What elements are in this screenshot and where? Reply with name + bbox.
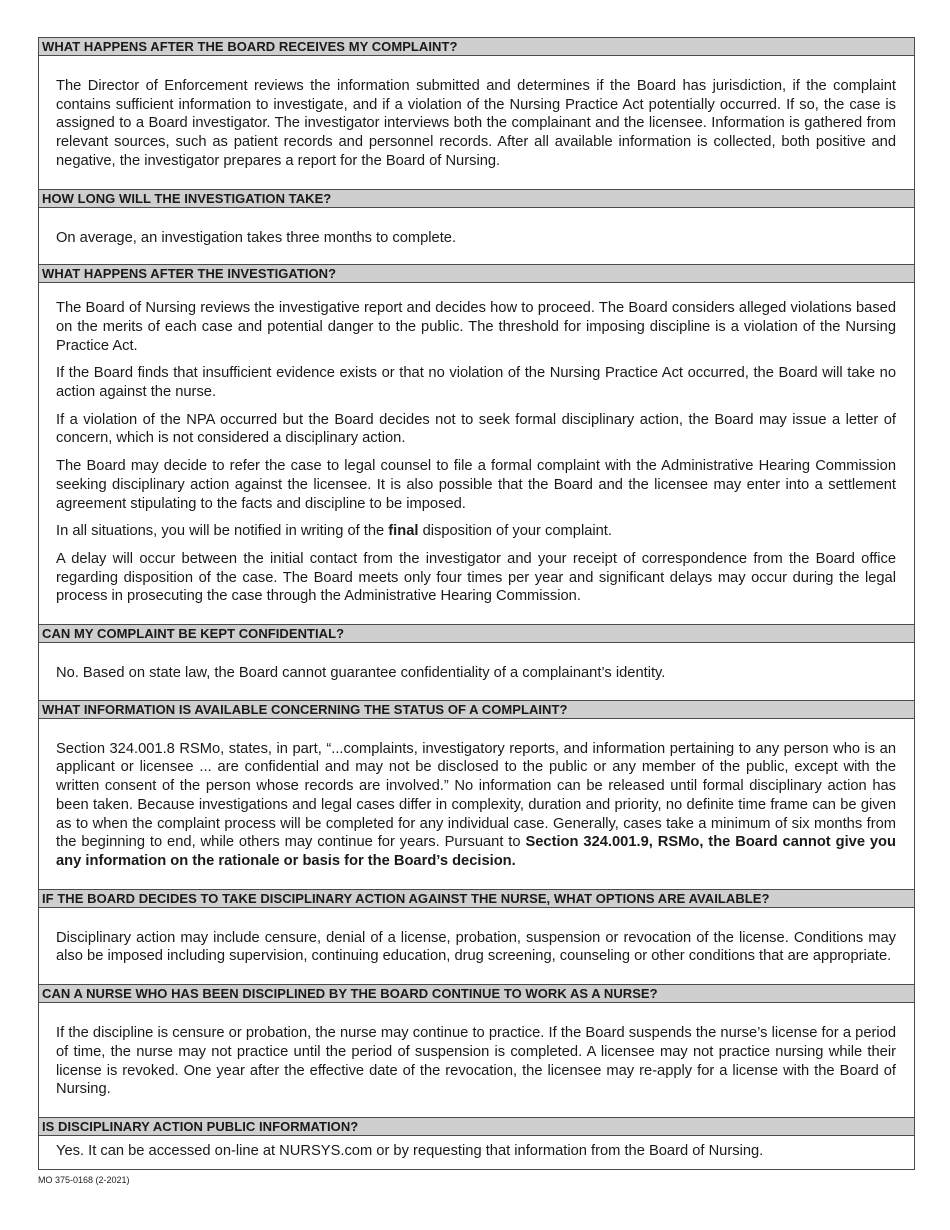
paragraph: The Director of Enforcement reviews the information submitted and determines if the Board has jurisdiction, if the complaint contains sufficient information to investigate, and if a violation of the Nursing Practice Act potentially occurred. If so, the case is assigned to a Board investigator. The investigator interviews both the complainant and the licensee. Information is gathered from relevant sources, such as patient records and personnel records. After all available information is collected, both positive and negative, the investigator prepares a report for the Board of Nursing. xyxy=(56,78,896,169)
paragraph: No. Based on state law, the Board cannot guarantee confidentiality of a complainant’s identity. xyxy=(56,665,666,682)
paragraph: On average, an investigation takes three months to complete. xyxy=(56,229,457,246)
form-number: MO 375-0168 (2-2021) xyxy=(38,1175,130,1185)
section-heading: WHAT INFORMATION IS AVAILABLE CONCERNING THE STATUS OF A COMPLAINT? xyxy=(39,700,914,719)
section-heading: CAN MY COMPLAINT BE KEPT CONFIDENTIAL? xyxy=(39,624,914,643)
section-body xyxy=(39,283,914,624)
notify-text-bold: final xyxy=(388,523,419,540)
status-text-bold: Section 324.001.9, RSMo, the Board cannot give you any information on the rationale or basis for the Board’s decision. xyxy=(56,834,896,869)
section-heading: IF THE BOARD DECIDES TO TAKE DISCIPLINARY ACTION AGAINST THE NURSE, WHAT OPTIONS ARE AVAILABLE? xyxy=(39,889,914,908)
notify-text-before: In all situations, you will be notified in writing of the xyxy=(56,523,389,540)
paragraph: If a violation of the NPA occurred but the Board decides not to seek formal disciplinary action, the Board may issue a letter of concern, which is not considered a disciplinary action. xyxy=(56,411,896,447)
notify-text-after: disposition of your complaint. xyxy=(418,523,612,540)
section-heading: CAN A NURSE WHO HAS BEEN DISCIPLINED BY THE BOARD CONTINUE TO WORK AS A NURSE? xyxy=(39,984,914,1003)
paragraph xyxy=(56,740,896,871)
section-body xyxy=(39,1003,914,1117)
section-heading: IS DISCIPLINARY ACTION PUBLIC INFORMATION? xyxy=(39,1117,914,1136)
paragraph: The Board of Nursing reviews the investigative report and decides how to proceed. The Board considers alleged violations based on the merits of each case and potential danger to the public. The threshold for imposing discipline is a violation of the Nursing Practice Act. xyxy=(56,300,896,354)
paragraph: A delay will occur between the initial contact from the investigator and your receipt of correspondence from the Board office regarding disposition of the case. The Board meets only four times per year and significant delays may occur during the legal process in prosecuting the case through the Administrative Hearing Commission. xyxy=(56,550,896,605)
section-heading: HOW LONG WILL THE INVESTIGATION TAKE? xyxy=(39,189,914,208)
notification-paragraph xyxy=(56,522,896,541)
document-body xyxy=(38,37,915,1170)
paragraph: The Board may decide to refer the case to legal counsel to file a formal complaint with the Administrative Hearing Commission seeking disciplinary action against the licensee. It is also possible that the Board and the licensee may enter into a settlement agreement stipulating to the facts and discipline to be imposed. xyxy=(56,458,896,512)
section-heading: WHAT HAPPENS AFTER THE INVESTIGATION? xyxy=(39,264,914,283)
section-body xyxy=(39,208,914,265)
section-body xyxy=(39,719,914,889)
status-text: Section 324.001.8 RSMo, states, in part, “...complaints, investigatory reports, and information pertaining to any person who is an applicant or licensee ... are confidential and may not be disclosed to the public or any member of the public, except with the written consent of the person whose records are involved.” No information can be released until formal disciplinary action has been taken. Because investigations and legal cases differ in complexity, duration and priority, no definite time frame can be given as to when the complaint process will be completed for any individual case. Generally, cases take a minimum of six months from the beginning to end, while others may continue for years. Pursuant to xyxy=(56,740,896,851)
paragraph: Yes. It can be accessed on-line at NURSYS.com or by requesting that information from the Board of Nursing. xyxy=(56,1142,764,1159)
section-body xyxy=(39,908,914,984)
section-body xyxy=(39,1136,914,1170)
section-body xyxy=(39,56,914,189)
section-heading: WHAT HAPPENS AFTER THE BOARD RECEIVES MY COMPLAINT? xyxy=(39,38,914,56)
paragraph: If the Board finds that insufficient evidence exists or that no violation of the Nursing Practice Act occurred, the Board will take no action against the nurse. xyxy=(56,365,896,401)
paragraph: If the discipline is censure or probation, the nurse may continue to practice. If the Board suspends the nurse’s license for a period of time, the nurse may not practice until the period of suspension is completed. A licensee may not practice nursing while their license is revoked. One year after the effective date of the revocation, the licensee may re-apply for a license with the Board of Nursing. xyxy=(56,1025,896,1098)
paragraph: Disciplinary action may include censure, denial of a license, probation, suspension or revocation of the license. Conditions may also be imposed including supervision, continuing education, drug screening, counseling or other conditions that are appropriate. xyxy=(56,929,896,965)
section-body xyxy=(39,643,914,700)
